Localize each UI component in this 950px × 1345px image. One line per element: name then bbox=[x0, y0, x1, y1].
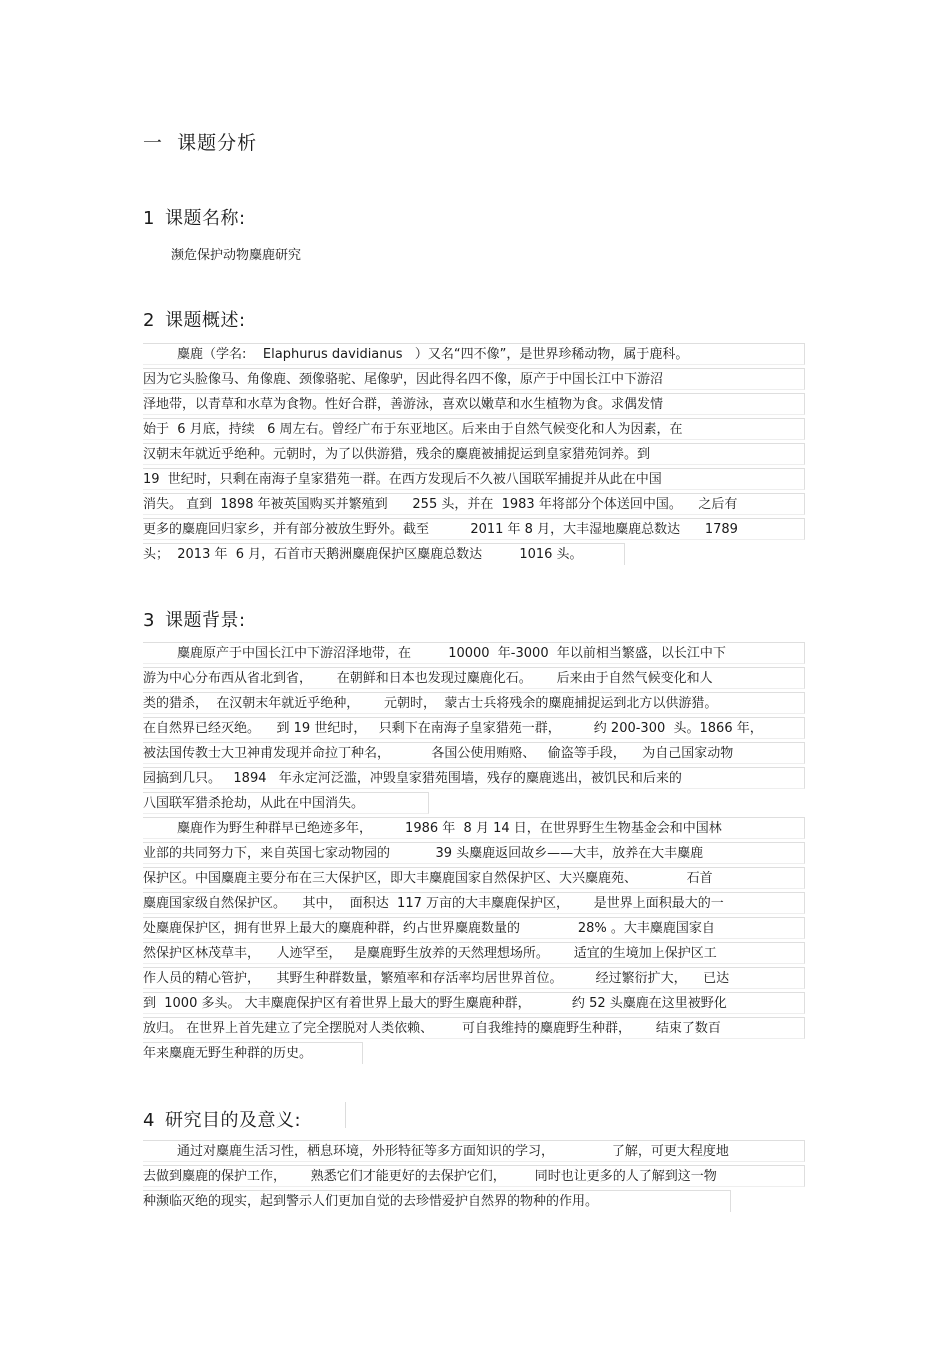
heading-overview bbox=[143, 306, 246, 332]
paragraph-line: 园搞到几只。 1894 年永定河泛滥，冲毁皇家猎苑围墙，残存的麋鹿逃出，被饥民和后来的 bbox=[143, 767, 805, 789]
paragraph-line: 然保护区林茂草丰， 人迹罕至， 是麋鹿野生放养的天然理想场所。 适宜的生境加上保护区工 bbox=[143, 942, 805, 964]
heading-topic-name bbox=[143, 204, 246, 230]
paragraph-line: 更多的麋鹿回归家乡，并有部分被放生野外。截至 2011 年 8 月，大丰湿地麋鹿总数达 1789 bbox=[143, 518, 805, 540]
heading-purpose bbox=[143, 1106, 301, 1132]
paragraph-line: 泽地带，以青草和水草为食物。性好合群，善游泳，喜欢以嫩草和水生植物为食。求偶发情 bbox=[143, 393, 805, 415]
paragraph-line: 麋鹿作为野生种群早已绝迹多年， 1986 年 8 月 14 日，在世界野生生物基金会和中国林 bbox=[143, 817, 805, 839]
heading-number: 3 bbox=[143, 610, 155, 631]
paragraph-line: 麋鹿（学名: Elaphurus davidianus ）又名“四不像”，是世界珍稀动物，属于鹿科。 bbox=[143, 343, 805, 365]
paragraph-line: 八国联军猎杀抢劫，从此在中国消失。 bbox=[143, 792, 429, 814]
paragraph-line: 麋鹿原产于中国长江中下游沼泽地带，在 10000 年-3000 年以前相当繁盛，以长江中下 bbox=[143, 642, 805, 664]
paragraph-line: 消失。 直到 1898 年被英国购买并繁殖到 255 头，并在 1983 年将部分个体送回中国。 之后有 bbox=[143, 493, 805, 515]
heading-number: 2 bbox=[143, 310, 155, 331]
paragraph-line: 19 世纪时，只剩在南海子皇家猎苑一群。在西方发现后不久被八国联军捕捉并从此在中国 bbox=[143, 468, 805, 490]
paragraph-line: 年来麋鹿无野生种群的历史。 bbox=[143, 1042, 363, 1064]
paragraph-line: 作人员的精心管护， 其野生种群数量，繁殖率和存活率均居世界首位。 经过繁衍扩大， 已达 bbox=[143, 967, 805, 989]
heading-text: 课题名称: bbox=[165, 208, 246, 229]
paragraph-line: 业部的共同努力下，来自英国七家动物园的 39 头麋鹿返回故乡——大丰，放养在大丰麋鹿 bbox=[143, 842, 805, 864]
paragraph-line: 始于 6 月底，持续 6 周左右。曾经广布于东亚地区。后来由于自然气候变化和人为因素，在 bbox=[143, 418, 805, 440]
paragraph-line: 放归。 在世界上首先建立了完全摆脱对人类依赖、 可自我维持的麋鹿野生种群， 结束了数百 bbox=[143, 1017, 805, 1039]
paragraph-line: 类的猎杀， 在汉朝末年就近乎绝种， 元朝时， 蒙古士兵将残余的麋鹿捕捉运到北方以供游猎。 bbox=[143, 692, 805, 714]
heading-number: 1 bbox=[143, 208, 155, 229]
heading-divider bbox=[345, 1102, 346, 1128]
heading-text: 研究目的及意义: bbox=[165, 1110, 302, 1131]
heading-text: 课题背景: bbox=[165, 610, 246, 631]
paragraph-line: 被法国传教士大卫神甫发现并命拉丁种名， 各国公使用贿赂、 偷盗等手段， 为自己国家动物 bbox=[143, 742, 805, 764]
paragraph-line: 种濒临灭绝的现实，起到警示人们更加自觉的去珍惜爱护自然界的物种的作用。 bbox=[143, 1190, 731, 1212]
topic-name-text: 濒危保护动物麋鹿研究 bbox=[171, 248, 302, 263]
paragraph-line: 去做到麋鹿的保护工作， 熟悉它们才能更好的去保护它们， 同时也让更多的人了解到这一物 bbox=[143, 1165, 805, 1187]
paragraph-line: 通过对麋鹿生活习性，栖息环境，外形特征等多方面知识的学习， 了解，可更大程度地 bbox=[143, 1140, 805, 1162]
paragraph-line: 游为中心分布西从省北到省， 在朝鲜和日本也发现过麋鹿化石。 后来由于自然气候变化和人 bbox=[143, 667, 805, 689]
paragraph-line: 汉朝末年就近乎绝种。元朝时，为了以供游猎，残余的麋鹿被捕捉运到皇家猎苑饲养。到 bbox=[143, 443, 805, 465]
paragraph-line: 保护区。中国麋鹿主要分布在三大保护区，即大丰麋鹿国家自然保护区、大兴麋鹿苑、 石首 bbox=[143, 867, 805, 889]
heading-text: 课题概述: bbox=[165, 310, 246, 331]
paragraph-line: 麋鹿国家级自然保护区。 其中， 面积达 117 万亩的大丰麋鹿保护区， 是世界上面积最大的一 bbox=[143, 892, 805, 914]
paragraph-line: 头； 2013 年 6 月，石首市天鹅洲麋鹿保护区麋鹿总数达 1016 头。 bbox=[143, 543, 625, 565]
paragraph-line: 因为它头脸像马、角像鹿、颈像骆驼、尾像驴，因此得名四不像，原产于中国长江中下游沼 bbox=[143, 368, 805, 390]
paragraph-line: 处麋鹿保护区，拥有世界上最大的麋鹿种群，约占世界麋鹿数量的 28% 。大丰麋鹿国家自 bbox=[143, 917, 805, 939]
heading-background bbox=[143, 606, 246, 632]
paragraph-line: 在自然界已经灭绝。 到 19 世纪时， 只剩下在南海子皇家猎苑一群， 约 200-300 头。1866 年， bbox=[143, 717, 805, 739]
section-title: 一 课题分析 bbox=[143, 132, 258, 154]
paragraph-line: 到 1000 多头。 大丰麋鹿保护区有着世界上最大的野生麋鹿种群， 约 52 头麋鹿在这里被野化 bbox=[143, 992, 805, 1014]
heading-number: 4 bbox=[143, 1110, 155, 1131]
